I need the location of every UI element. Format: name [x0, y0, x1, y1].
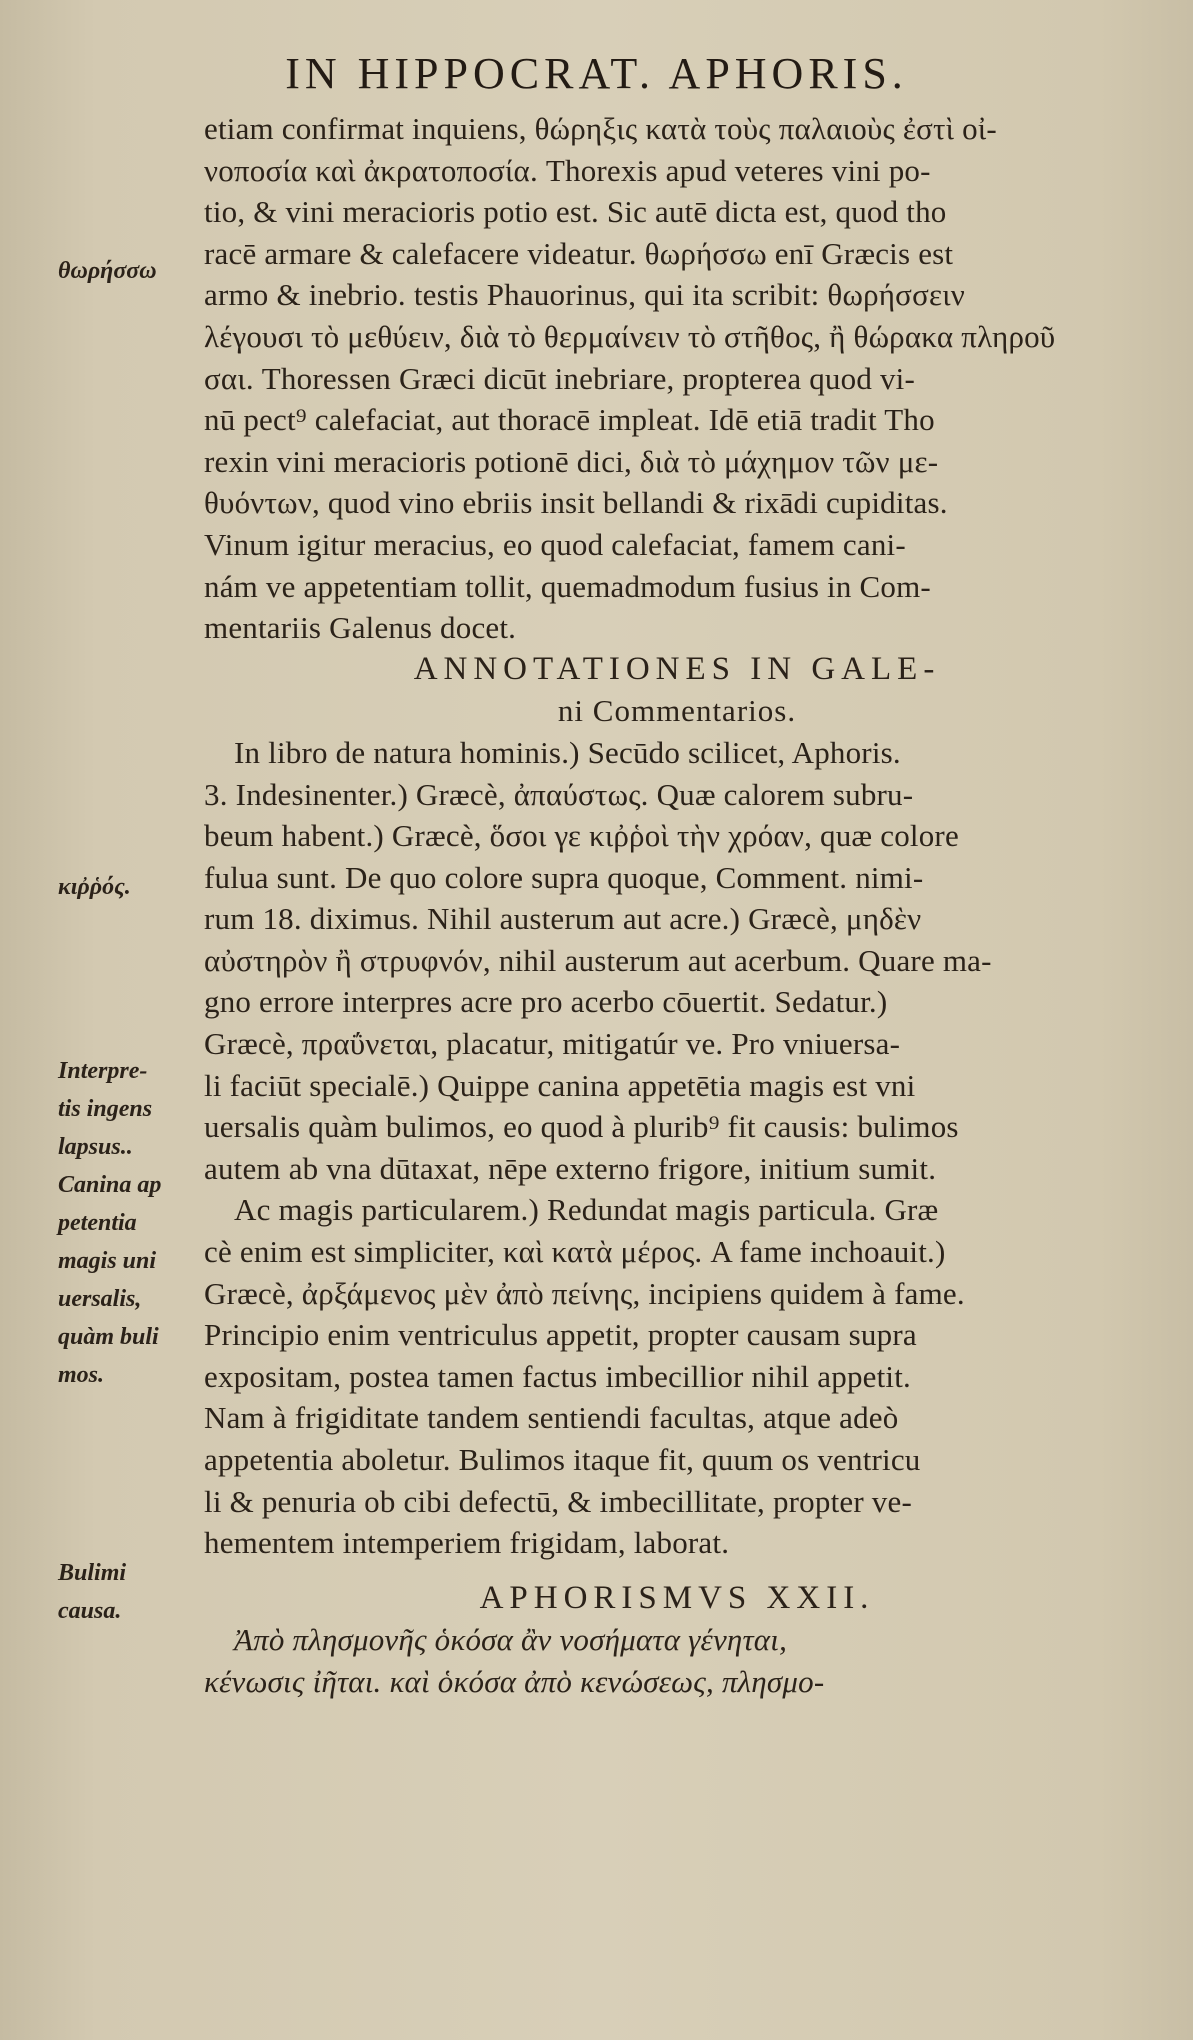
text-line: autem ab vna dūtaxat, nēpe externo frigore, initium sumit. — [204, 1150, 937, 1186]
text-line: Ac magis particularem.) Redundat magis particula. Græ — [234, 1192, 939, 1228]
text-line: In libro de natura hominis.) Secūdo scilicet, Aphoris. — [234, 734, 901, 770]
text-line: hementem intemperiem frigidam, laborat. — [204, 1525, 730, 1561]
margin-note-line: Interpre- — [58, 1058, 148, 1084]
running-head: IN HIPPOCRAT. APHORIS. — [285, 49, 908, 98]
text-line: Principio enim ventriculus appetit, propter causam supra — [204, 1317, 917, 1353]
margin-note-bulimi — [58, 1554, 198, 1630]
margin-note-line: uersalis, — [58, 1286, 142, 1312]
aphorism-title: APHORISMVS XXII. — [479, 1579, 875, 1616]
text-line: rum 18. diximus. Nihil austerum aut acre.) Græcè, μηδὲν — [204, 901, 922, 937]
text-line: mentariis Galenus docet. — [204, 610, 517, 646]
text-line: etiam confirmat inquiens, θώρηξις κατὰ τοὺς παλαιοὺς ἐστὶ οἰ- — [204, 111, 997, 146]
margin-note-line: Canina ap — [58, 1172, 162, 1198]
text-line: λέγουσι τὸ μεθύειν, διὰ τὸ θερμαίνειν τὸ στῆθος, ἢ θώρακα πληροῦ — [204, 318, 1056, 354]
text-line: Ἀπὸ πλησμονῆς ὁκόσα ἂν νοσήματα γένηται, — [234, 1622, 788, 1658]
top-paragraph — [204, 108, 1150, 649]
text-line: uersalis quàm bulimos, eo quod à plurib⁹ fit causis: bulimos — [204, 1109, 959, 1145]
text-line: Nam à frigiditate tandem sentiendi facultas, atque adeò — [204, 1400, 899, 1436]
text-line: racē armare & calefacere videatur. θωρήσσω enī Græcis est — [204, 235, 954, 271]
margin-note-line: quàm buli — [58, 1324, 159, 1350]
text-line: fulua sunt. De quo colore supra quoque, Comment. nimi- — [204, 859, 924, 895]
margin-note-line: magis uni — [58, 1248, 157, 1274]
text-line: αὐστηρὸν ἢ στρυφνόν, nihil austerum aut acerbum. Quare ma- — [204, 942, 992, 978]
margin-note-line: κιῤῥός. — [58, 874, 131, 900]
text-line: κένωσις ἰῆται. καὶ ὁκόσα ἀπὸ κενώσεως, πλησμο- — [204, 1663, 825, 1699]
margin-note-interpres — [58, 1052, 198, 1166]
text-line: θυόντων, quod vino ebriis insit bellandi & rixādi cupiditas. — [204, 485, 948, 521]
text-line: νοποσία καὶ ἀκρατοποσία. Thorexis apud veteres vini po- — [204, 152, 931, 188]
annotations-heading: ANNOTATIONES IN GALE- — [413, 650, 941, 687]
text-line: cè enim est simpliciter, καὶ κατὰ μέρος. A fame inchoauit.) — [204, 1234, 946, 1270]
margin-note-line: tis ingens — [58, 1096, 153, 1122]
margin-note-line: θωρήσσω — [58, 258, 157, 284]
margin-note-line: causa. — [58, 1598, 122, 1624]
text-line: Græcè, πραΰνεται, placatur, mitigatúr ve. Pro vniuersa- — [204, 1026, 901, 1062]
margin-note-line: mos. — [58, 1362, 105, 1388]
text-line: appetentia aboletur. Bulimos itaque fit, quum os ventricu — [204, 1442, 921, 1477]
text-line: σαι. Thoressen Græci dicūt inebriare, propterea quod vi- — [204, 360, 916, 396]
text-line: Græcè, ἀρξάμενος μὲν ἀπὸ πείνης, incipiens quidem à fame. — [204, 1275, 965, 1311]
text-line: expositam, postea tamen factus imbecillior nihil appetit. — [204, 1358, 911, 1394]
margin-note-line: lapsus.. — [58, 1134, 133, 1160]
margin-note-canina — [58, 1166, 198, 1394]
text-line: Vinum igitur meracius, eo quod calefaciat, famem cani- — [204, 526, 906, 562]
text-line: rexin vini meracioris potionē dici, διὰ τὸ μάχημον τῶν με- — [204, 443, 939, 479]
text-line: 3. Indesinenter.) Græcè, ἀπαύστως. Quæ calorem subru- — [204, 776, 914, 812]
text-line: gno errore interpres acre pro acerbo cōuertit. Sedatur.) — [204, 984, 888, 1020]
text-line: li & penuria ob cibi defectū, & imbecillitate, propter ve- — [204, 1483, 912, 1519]
annotations-paragraph — [204, 732, 1150, 1564]
text-line: tio, & vini meracioris potio est. Sic autē dicta est, quod tho — [204, 194, 947, 230]
margin-note-line: petentia — [58, 1210, 137, 1236]
aphorism-greek — [204, 1619, 1150, 1702]
annotations-subheading: ni Commentarios. — [557, 693, 797, 729]
text-line: armo & inebrio. testis Phauorinus, qui ita scribit: θωρήσσειν — [204, 277, 965, 313]
margin-note-kirros — [58, 868, 198, 906]
text-line: li faciūt specialē.) Quippe canina appetētia magis est vni — [204, 1067, 916, 1103]
text-line: nū pect⁹ calefaciat, aut thoracē impleat. Idē etiā tradit Tho — [204, 402, 935, 438]
margin-note-line: Bulimi — [58, 1560, 127, 1586]
margin-note-thorissein — [58, 252, 198, 290]
text-line: beum habent.) Græcè, ὅσοι γε κιῤῥοὶ τὴν χρόαν, quæ colore — [204, 818, 959, 854]
main-text — [204, 108, 1150, 1703]
text-line: nám ve appetentiam tollit, quemadmodum fusius in Com- — [204, 568, 931, 604]
